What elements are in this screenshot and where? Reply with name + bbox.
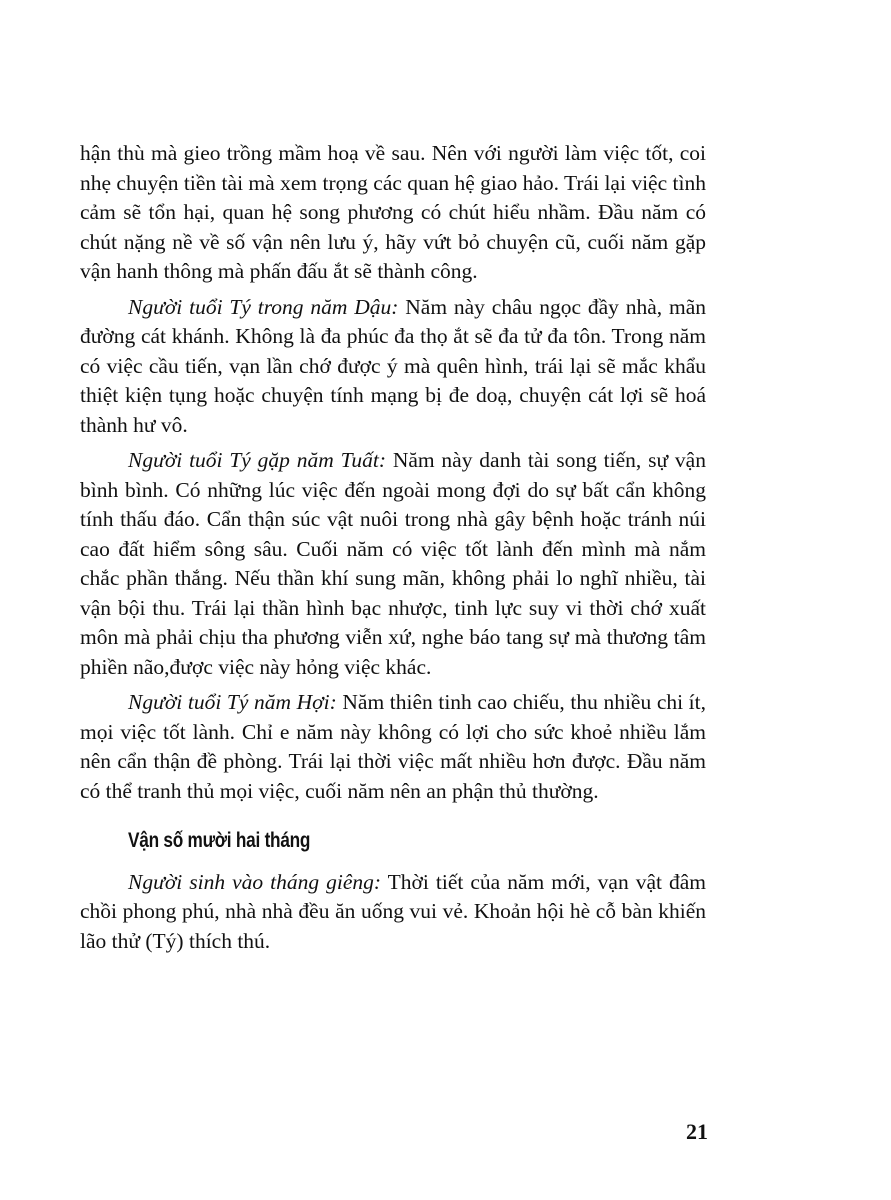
paragraph-text: Thời tiết của năm mới, vạn vật đâm chồi phong phú, nhà nhà đều ăn uống vui vẻ. Khoản hội hè cỗ bàn khiến lão thử (Tý) thích thú. — [80, 869, 707, 953]
page-body — [80, 139, 706, 962]
page-number: 21 — [686, 1119, 708, 1144]
paragraph-lead: Người sinh vào tháng giêng: — [128, 869, 382, 894]
paragraph-text: Năm thiên tinh cao chiếu, thu nhiều chi ít, mọi việc tốt lành. Chỉ e năm này không có lợi cho sức khoẻ nhiều lắm nên cẩn thận đề phòng. Trái lại thời việc mất nhiều hơn được. Đầu năm có thể tranh thủ mọi việc, cuối năm nên an phận thủ thường. — [80, 690, 707, 803]
paragraph-rat-rooster-year — [80, 293, 706, 441]
section-heading: Vận số mười hai tháng — [128, 829, 311, 852]
paragraph-lead: Người tuổi Tý năm Hợi: — [128, 690, 337, 714]
paragraph-text: Năm này danh tài song tiến, sự vận bình bình. Có những lúc việc đến ngoài mong đợi do sự bất cẩn không tính thấu đáo. Cẩn thận súc vật nuôi trong nhà gây bệnh hoặc tránh núi cao đất hiểm sông sâu. Cuối năm có việc tốt lành đến mình mà nắm chắc phần thắng. Nếu thần khí sung mãn, không phải lo nghĩ nhiều, tài vận bội thu. Trái lại thần hình bạc nhược, tinh lực suy vi thời chớ xuất môn mà phải chịu tha phương viễn xứ, nghe báo tang sự mà thương tâm phiền não,được việc này hỏng việc khác. — [80, 448, 706, 679]
paragraph-rat-dog-year — [80, 446, 706, 682]
paragraph-lead: Người tuổi Tý gặp năm Tuất: — [128, 448, 386, 472]
paragraph-continued: hận thù mà gieo trồng mầm hoạ về sau. Nên với người làm việc tốt, coi nhẹ chuyện tiền tài mà xem trọng các quan hệ giao hảo. Trái lại việc tình cảm sẽ tổn hại, quan hệ song phương có chút hiểu nhầm. Đầu năm có chút nặng nề về số vận nên lưu ý, hãy vứt bỏ chuyện cũ, cuối năm gặp vận hanh thông mà phấn đấu ắt sẽ thành công. — [80, 141, 706, 283]
paragraph-text: Năm này châu ngọc đầy nhà, mãn đường cát khánh. Không là đa phúc đa thọ ắt sẽ đa tử đa tôn. Trong năm có việc cầu tiến, vạn lần chớ được ý mà quên hình, trái lại sẽ mắc khẩu thiệt kiện tụng hoặc chuyện tính mạng bị đe doạ, chuyện cát lợi sẽ hoá thành hư vô. — [80, 294, 706, 437]
paragraph-first-month — [80, 868, 706, 957]
paragraph-rat-pig-year — [80, 688, 706, 806]
paragraph-lead: Người tuổi Tý trong năm Dậu: — [128, 294, 399, 319]
